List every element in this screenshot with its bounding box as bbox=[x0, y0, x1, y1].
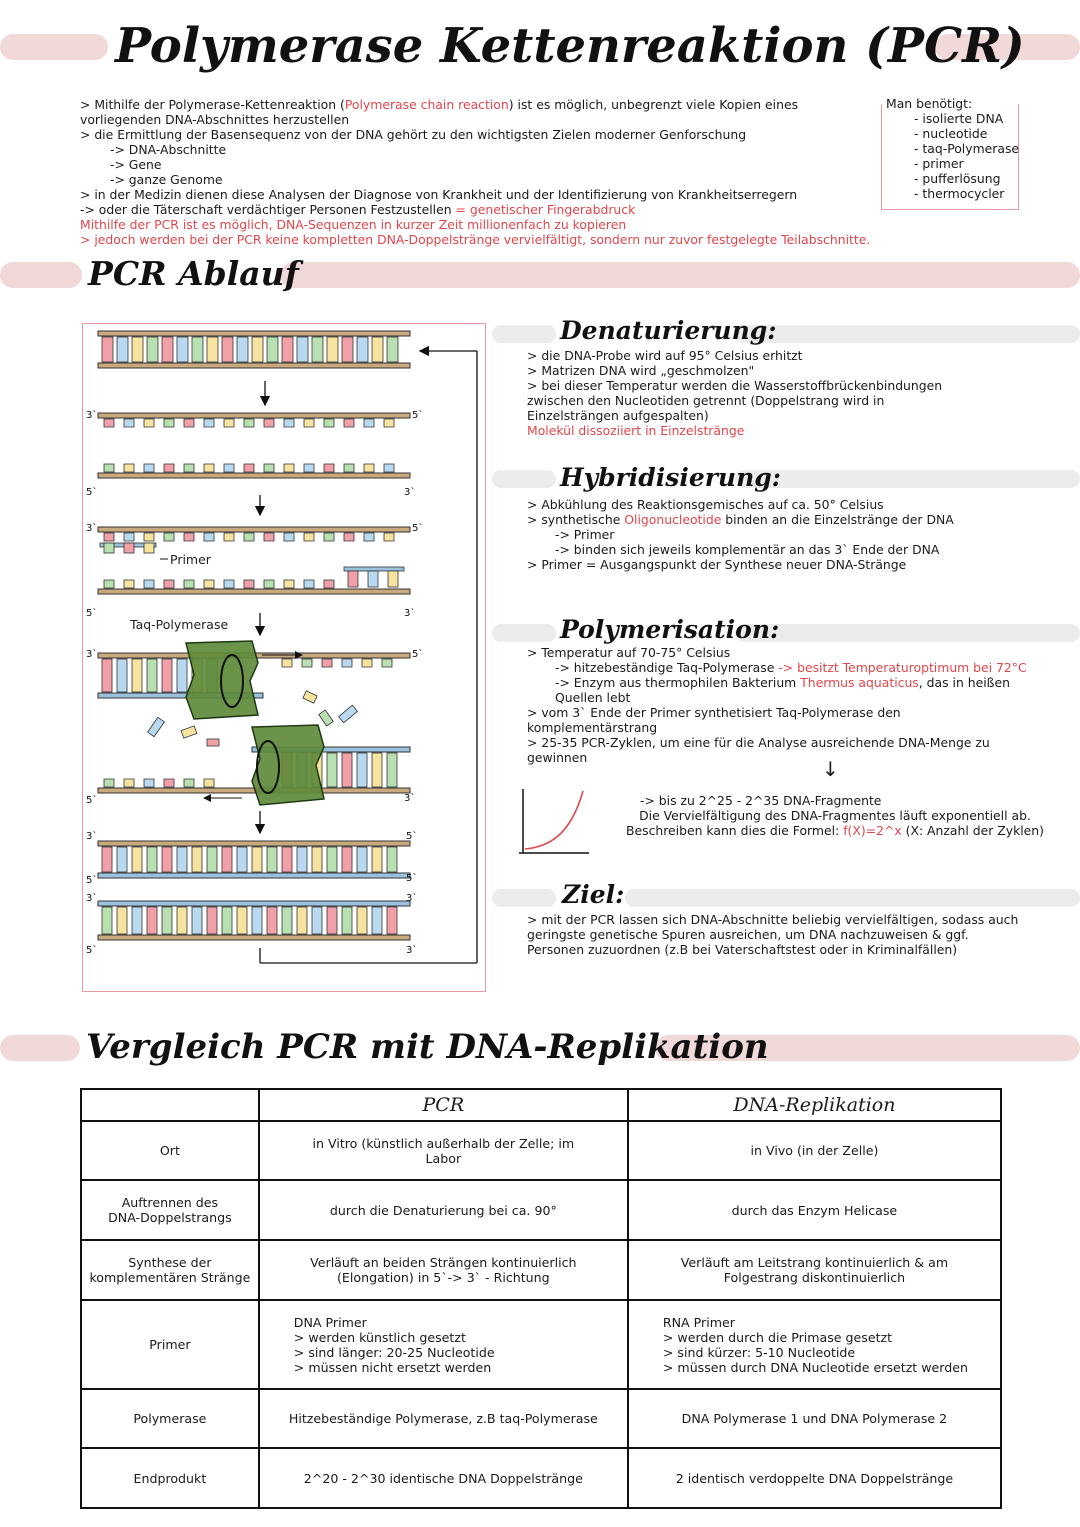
end-label: 3` bbox=[406, 893, 418, 904]
end-label: 3` bbox=[406, 945, 418, 956]
primer-strand-bottom bbox=[98, 567, 410, 594]
down-arrow: ↓ bbox=[822, 757, 839, 781]
end-label: 3` bbox=[404, 793, 416, 804]
taq-label: Taq-Polymerase bbox=[130, 617, 229, 632]
title-band-left bbox=[0, 34, 108, 60]
end-label: 3` bbox=[404, 608, 416, 619]
table-row bbox=[81, 1389, 1001, 1448]
poly-title: Polymerisation: bbox=[560, 615, 780, 644]
vergleich-band-left bbox=[0, 1035, 80, 1061]
single-strand-top-1 bbox=[98, 413, 410, 427]
single-strand-bottom-1 bbox=[98, 464, 410, 478]
end-label: 3` bbox=[404, 487, 416, 498]
ablauf-band-right bbox=[280, 262, 1080, 288]
comparison-table bbox=[80, 1088, 1002, 1509]
end-label: 5` bbox=[86, 795, 98, 806]
table-row bbox=[81, 1180, 1001, 1240]
cell-pcr: Hitzebeständige Polymerase, z.B taq-Polymerase bbox=[259, 1389, 628, 1448]
intro-text: > Mithilfe der Polymerase-Kettenreaktion (Polymerase chain reaction) ist es möglich, unbegrenzt viele Kopien eines vorliegenden DNA-Abschnittes herzustellen > die Ermittlung der Basensequenz von der DNA gehört zu den wichtigsten Zielen moderner Genforschung -> DNA-Abschnitte -> Gene -> ganze Genome > in der Medizin dienen diese Analysen der Diagnose von Krankheit und der Identifizierung von Krankheitserregern -> oder die Täterschaft verdächtiger Personen Festzustellen = genetischer Fingerabdruck Mithilfe der PCR ist es möglich, DNA-Sequenzen in kurzer Zeit millionenfach zu kopieren > jedoch werden bei der PCR keine kompletten DNA-Doppelstränge vervielfältigt, sondern nur zuvor festgelegte Teilabschnitte. bbox=[80, 97, 871, 247]
end-label: 5` bbox=[86, 875, 98, 886]
ziel-text: > mit der PCR lassen sich DNA-Abschnitte beliebig vervielfältigen, sodass auch geringste genetische Spuren ausreichen, um DNA nachzuweisen & ggf. Personen zuzuordnen (z.B bei Vaterschaftstest oder in Kriminalfällen) bbox=[527, 912, 1019, 957]
cell-pcr: durch die Denaturierung bei ca. 90° bbox=[259, 1180, 628, 1240]
end-label: 5` bbox=[412, 649, 424, 660]
end-label: 5` bbox=[86, 608, 98, 619]
page-title: Polymerase Kettenreaktion (PCR) bbox=[115, 18, 1025, 74]
hybrid-text: > Abkühlung des Reaktionsgemisches auf ca. 50° Celsius > synthetische Oligonucleotide binden an die Einzelstränge der DNA -> Primer -> binden sich jeweils komplementär an das 3` Ende der DNA > Primer = Ausgangspunkt der Synthese neuer DNA-Stränge bbox=[527, 497, 954, 572]
cell-rep: 2 identisch verdoppelte DNA Doppelstränge bbox=[628, 1448, 1001, 1508]
needs-list: Man benötigt: - isolierte DNA - nucleotide - taq-Polymerase - primer - pufferlösung - thermocycler bbox=[886, 96, 1020, 201]
cell-pcr: DNA Primer > werden künstlich gesetzt > sind länger: 20-25 Nucleotide > müssen nicht ersetzt werden bbox=[259, 1300, 628, 1389]
primer-label: Primer bbox=[170, 552, 211, 567]
end-label: 5` bbox=[412, 523, 424, 534]
product-pair-1 bbox=[98, 841, 410, 878]
hybrid-band-right bbox=[735, 470, 1080, 488]
ziel-title: Ziel: bbox=[562, 880, 625, 909]
cell-pcr: in Vitro (künstlich außerhalb der Zelle; im Labor bbox=[259, 1121, 628, 1180]
dna-ladder-1 bbox=[98, 331, 410, 368]
header-pcr: PCR bbox=[259, 1089, 628, 1121]
exponential-graph-icon bbox=[515, 785, 595, 860]
cell-pcr: Verläuft an beiden Strängen kontinuierlich (Elongation) in 5`-> 3` - Richtung bbox=[259, 1240, 628, 1300]
table-row bbox=[81, 1300, 1001, 1389]
row-label: Polymerase bbox=[81, 1389, 259, 1448]
table-corner bbox=[81, 1089, 259, 1121]
table-header-row bbox=[81, 1089, 1001, 1121]
end-label: 3` bbox=[86, 523, 98, 534]
poly-text: > Temperatur auf 70-75° Celsius -> hitzebeständige Taq-Polymerase -> besitzt Temperaturoptimum bei 72°C -> Enzym aus thermophilen Bakterium Thermus aquaticus, das in heißen Quellen lebt > vom 3` Ende der Primer synthetisiert Taq-Polymerase den komplementärstrang > 25-35 PCR-Zyklen, um eine für die Analyse ausreichende DNA-Menge zu gewinnen bbox=[527, 645, 1027, 765]
denat-band-left bbox=[492, 325, 556, 343]
table-row bbox=[81, 1240, 1001, 1300]
taq-polymerase-bottom bbox=[252, 725, 324, 805]
formula-text: -> bis zu 2^25 - 2^35 DNA-Fragmente Die Vervielfältigung des DNA-Fragmentes läuft exponentiell ab. Beschreiben kann dies die Formel: f(X)=2^x (X: Anzahl der Zyklen) bbox=[625, 793, 1044, 838]
poly-band-left bbox=[492, 624, 556, 642]
ziel-band-right bbox=[625, 889, 1080, 907]
primer-strand-top bbox=[98, 527, 410, 553]
cell-rep: durch das Enzym Helicase bbox=[628, 1180, 1001, 1240]
denat-title: Denaturierung: bbox=[560, 316, 777, 345]
ablauf-band-left bbox=[0, 262, 82, 288]
ziel-band-left bbox=[492, 889, 556, 907]
cell-rep: in Vivo (in der Zelle) bbox=[628, 1121, 1001, 1180]
end-label: 5` bbox=[406, 873, 418, 884]
product-pair-2 bbox=[98, 901, 410, 940]
row-label: Synthese der komplementären Stränge bbox=[81, 1240, 259, 1300]
end-label: 3` bbox=[86, 893, 98, 904]
elongation-bottom bbox=[98, 747, 410, 798]
vergleich-title: Vergleich PCR mit DNA-Replikation bbox=[86, 1027, 769, 1067]
cell-rep: DNA Polymerase 1 und DNA Polymerase 2 bbox=[628, 1389, 1001, 1448]
end-label: 5` bbox=[412, 410, 424, 421]
table-row bbox=[81, 1121, 1001, 1180]
hybrid-title: Hybridisierung: bbox=[560, 463, 781, 492]
end-label: 5` bbox=[86, 945, 98, 956]
row-label: Ort bbox=[81, 1121, 259, 1180]
row-label: Primer bbox=[81, 1300, 259, 1389]
row-label: Auftrennen des DNA-Doppelstrangs bbox=[81, 1180, 259, 1240]
end-label: 3` bbox=[86, 410, 98, 421]
cell-rep: Verläuft am Leitstrang kontinuierlich & am Folgestrang diskontinuierlich bbox=[628, 1240, 1001, 1300]
denat-band-right bbox=[735, 325, 1080, 343]
taq-polymerase-top bbox=[186, 641, 258, 719]
end-label: 3` bbox=[86, 831, 98, 842]
ablauf-title: PCR Ablauf bbox=[88, 254, 299, 293]
end-label: 5` bbox=[86, 487, 98, 498]
hybrid-band-left bbox=[492, 470, 556, 488]
end-label: 3` bbox=[86, 649, 98, 660]
header-replikation: DNA-Replikation bbox=[628, 1089, 1001, 1121]
row-label: Endprodukt bbox=[81, 1448, 259, 1508]
pcr-diagram bbox=[82, 323, 486, 992]
poly-band-right bbox=[735, 624, 1080, 642]
table-row bbox=[81, 1448, 1001, 1508]
end-label: 5` bbox=[406, 831, 418, 842]
cell-pcr: 2^20 - 2^30 identische DNA Doppelstränge bbox=[259, 1448, 628, 1508]
cell-rep: RNA Primer > werden durch die Primase gesetzt > sind kürzer: 5-10 Nucleotide > müssen durch DNA Nucleotide ersetzt werden bbox=[628, 1300, 1001, 1389]
denat-text: > die DNA-Probe wird auf 95° Celsius erhitzt > Matrizen DNA wird „geschmolzen" > bei dieser Temperatur werden die Wasserstoffbrückenbindungen zwischen den Nucleotiden getrennt (Doppelstrang wird in Einzelsträngen aufgespalten) Molekül dissoziiert in Einzelstränge bbox=[527, 348, 943, 438]
